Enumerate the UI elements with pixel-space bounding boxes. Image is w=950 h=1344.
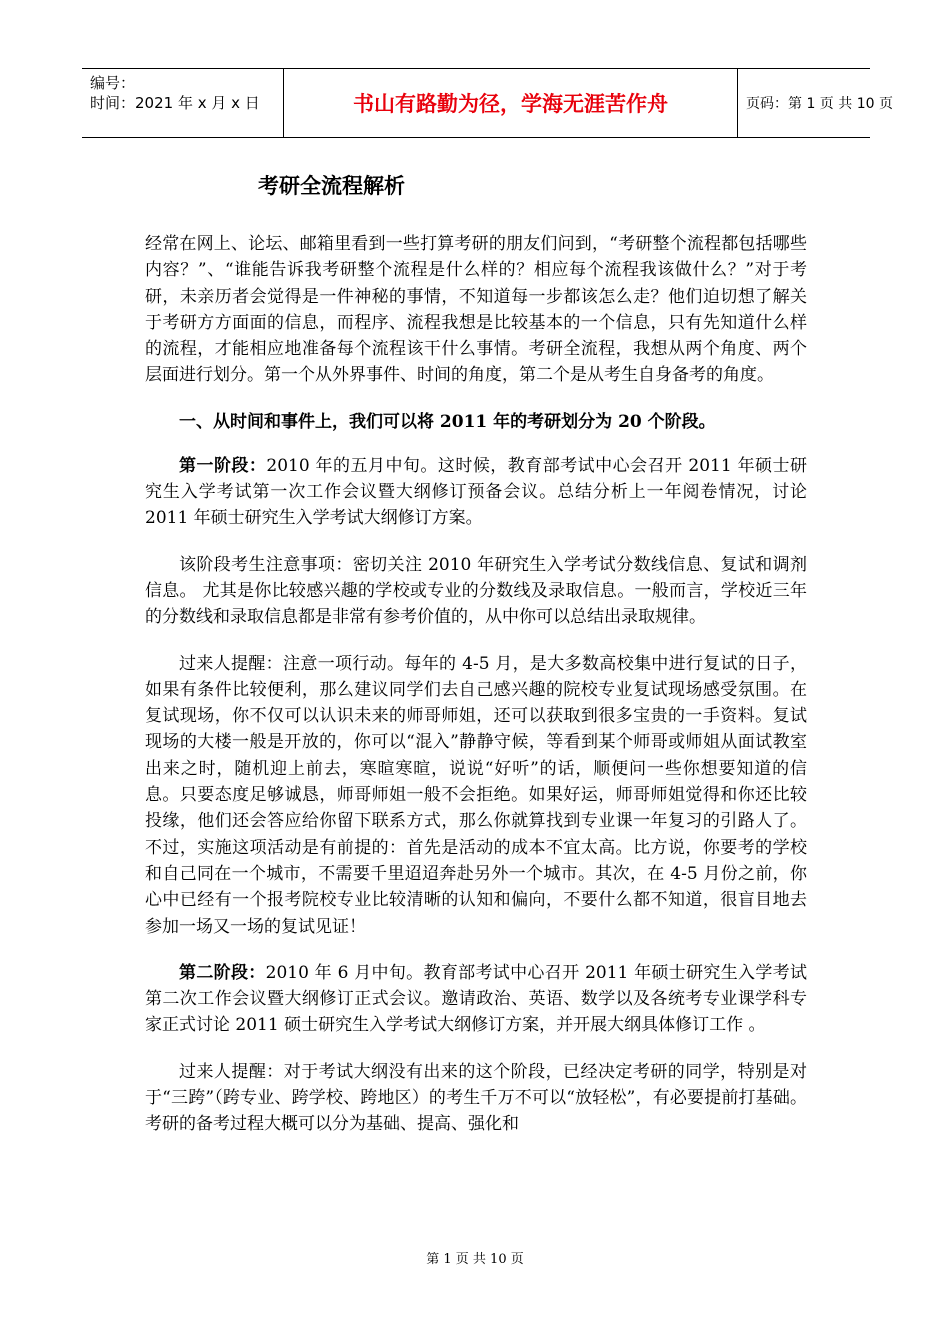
stage-1-paragraph — [145, 453, 807, 532]
stage-1-tip: 过来人提醒：注意一项行动。每年的 4-5 月，是大多数高校集中进行复试的日子，如果有条件比较便利，那么建议同学们去自己感兴趣的院校专业复试现场感受氛围。在复试现场，你不仅可以认识未来的师哥师姐，还可以获取到很多宝贵的一手资料。复试现场的大楼一般是开放的，你可以“混入”静静守候，等看到某个师哥或师姐从面试教室出来之时，随机迎上前去，寒暄寒暄，说说“好听”的话，顺便问一些你想要知道的信息。只要态度足够诚恳，师哥师姐一般不会拒绝。如果好运，师哥师姐觉得和你还比较投缘，他们还会答应给你留下联系方式，那么你就算找到专业课一年复习的引路人了。不过，实施这项活动是有前提的：首先是活动的成本不宜太高。比方说，你要考的学校和自己同在一个城市，不需要千里迢迢奔赴另外一个城市。其次，在 4-5 月份之前，你心中已经有一个报考院校专业比较清晰的认知和偏向，不要什么都不知道，很盲目地去参加一场又一场的复试见证！ — [145, 653, 807, 937]
stage-2-label: 第二阶段： — [179, 962, 266, 983]
stage-1-notice: 该阶段考生注意事项：密切关注 2010 年研究生入学考试分数线信息、复试和调剂信息。 尤其是你比较感兴趣的学校或专业的分数线及录取信息。一般而言，学校近三年的分数线和录取信息都是非常有参考价值的，从中你可以总结出录取规律。 — [145, 554, 807, 628]
document-date: 时间：2021 年 x 月 x 日 — [90, 94, 260, 112]
section-heading: 一、从时间和事件上，我们可以将 2011 年的考研划分为 20 个阶段。 — [179, 411, 716, 432]
document-body — [145, 231, 807, 1158]
header-motto: 书山有路勤为径，学海无涯苦作舟 — [284, 69, 738, 137]
stage-2-text: 2010 年 6 月中旬。教育部考试中心召开 2011 年硕士研究生入学考试第二次工作会议暨大纲修订正式会议。邀请政治、英语、数学以及各统考专业课学科专家正式讨论 2011 硕士研究生入学考试大纲修订方案，并开展大纲具体修订工作 。 — [145, 962, 808, 1036]
document-number: 编号： — [90, 74, 136, 92]
stage-1-text: 2010 年的五月中旬。这时候，教育部考试中心会召开 2011 年硕士研究生入学考试第一次工作会议暨大纲修订预备会议。总结分析上一年阅卷情况，讨论 2011 年硕士研究生入学考试大纲修订方案。 — [145, 455, 807, 529]
stage-2-paragraph — [145, 960, 807, 1039]
page-header — [82, 68, 893, 138]
document-title: 考研全流程解析 — [258, 174, 405, 198]
header-page-number: 页码：第 1 页 共 10 页 — [746, 96, 893, 112]
stage-2-tip: 过来人提醒：对于考试大纲没有出来的这个阶段，已经决定考研的同学，特别是对于“三跨”（跨专业、跨学校、跨地区）的考生千万不可以“放轻松”，有必要提前打基础。考研的备考过程大概可以分为基础、提高、强化和 — [145, 1061, 807, 1135]
header-meta — [82, 69, 284, 137]
stage-1-label: 第一阶段： — [179, 455, 267, 476]
page-footer: 第 1 页 共 10 页 — [426, 1252, 524, 1267]
intro-paragraph: 经常在网上、论坛、邮箱里看到一些打算考研的朋友们问到，“考研整个流程都包括哪些内容？”、“谁能告诉我考研整个流程是什么样的？相应每个流程我该做什么？”对于考研，未亲历者会觉得是一件神秘的事情，不知道每一步都该怎么走？他们迫切想了解关于考研方方面面的信息，而程序、流程我想是比较基本的一个信息，只有先知道什么样的流程，才能相应地准备每个流程该干什么事情。考研全流程，我想从两个角度、两个层面进行划分。第一个从外界事件、时间的角度，第二个是从考生自身备考的角度。 — [145, 234, 807, 386]
